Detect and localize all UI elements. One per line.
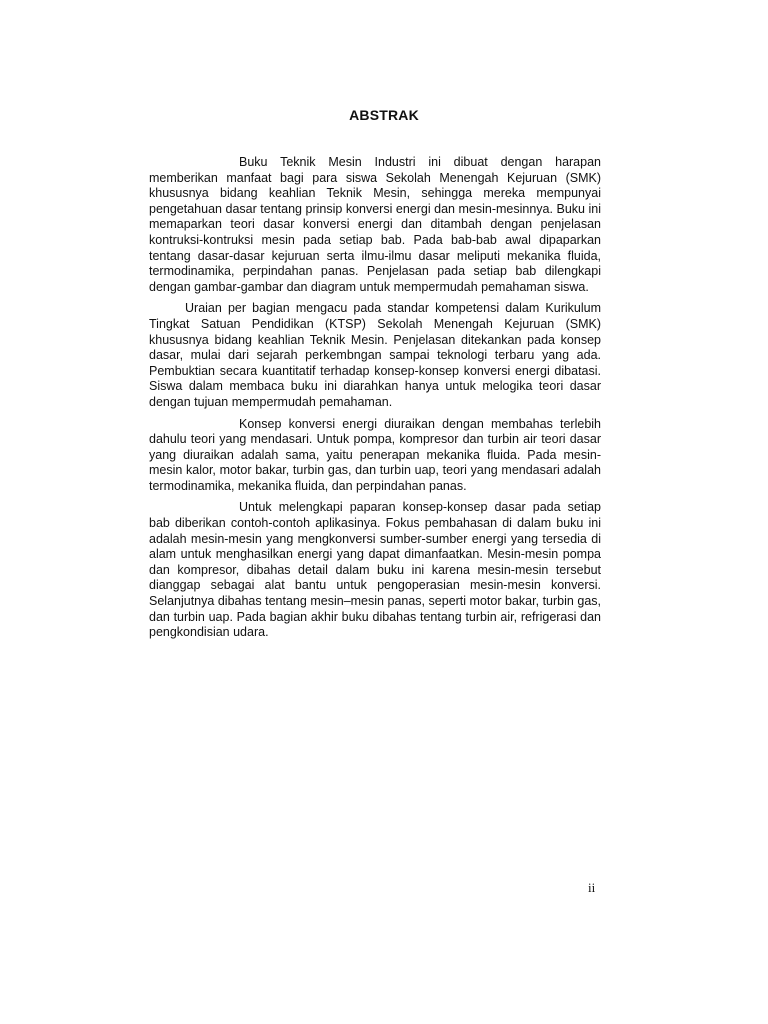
paragraph-1: Buku Teknik Mesin Industri ini dibuat dengan harapan memberikan manfaat bagi para siswa Sekolah Menengah Kejuruan (SMK) khususnya bidang keahlian Teknik Mesin, sehingga mereka mempunyai pengetahuan dasar tentang prinsip konversi energi dan mesin-mesinnya. Buku ini memaparkan teori dasar konversi energi dan ditambah dengan penjelasan kontruksi-kontruksi mesin pada setiap bab. Pada bab-bab awal dipaparkan tentang dasar-dasar kejuruan serta ilmu-ilmu dasar meliputi mekanika fluida, termodinamika, perpindahan panas. Penjelasan pada setiap bab dilengkapi dengan gambar-gambar dan diagram untuk mempermudah pemahaman siswa. bbox=[149, 155, 601, 294]
paragraph-4: Untuk melengkapi paparan konsep-konsep dasar pada setiap bab diberikan contoh-contoh aplikasinya. Fokus pembahasan di dalam buku ini adalah mesin-mesin yang mengkonversi sumber-sumber energi yang tersedia di alam untuk menghasilkan energi yang dapat dimanfaatkan. Mesin-mesin pompa dan kompresor, dibahas detail dalam buku ini karena mesin-mesin tersebut dianggap sebagai alat bantu untuk pengoperasian mesin-mesin konversi. Selanjutnya dibahas tentang mesin–mesin panas, seperti motor bakar, turbin gas, dan turbin uap. Pada bagian akhir buku dibahas tentang turbin air, refrigerasi dan pengkondisian udara. bbox=[149, 500, 601, 640]
abstract-body bbox=[149, 155, 601, 647]
paragraph-3: Konsep konversi energi diuraikan dengan membahas terlebih dahulu teori yang mendasari. Untuk pompa, kompresor dan turbin air teori dasar yang diuraikan adalah sama, yaitu penerapan mekanika fluida. Pada mesin-mesin kalor, motor bakar, turbin gas, dan turbin uap, teori yang mendasari adalah termodinamika, mekanika fluida, dan perpindahan panas. bbox=[149, 416, 601, 493]
paragraph-2: Uraian per bagian mengacu pada standar kompetensi dalam Kurikulum Tingkat Satuan Pendidikan (KTSP) Sekolah Menengah Kejuruan (SMK) khususnya bidang keahlian Teknik Mesin. Penjelasan ditekankan pada konsep dasar, mulai dari sejarah perkembngan sampai teknologi terbaru yang ada. Pembuktian secara kuantitatif terhadap konsep-konsep konversi energi dibatasi. Siswa dalam membaca buku ini diarahkan hanya untuk melogika teori dasar dengan tujuan mempermudah pemahaman. bbox=[149, 301, 601, 409]
page-title: ABSTRAK bbox=[349, 107, 419, 123]
page-number: ii bbox=[588, 880, 596, 895]
